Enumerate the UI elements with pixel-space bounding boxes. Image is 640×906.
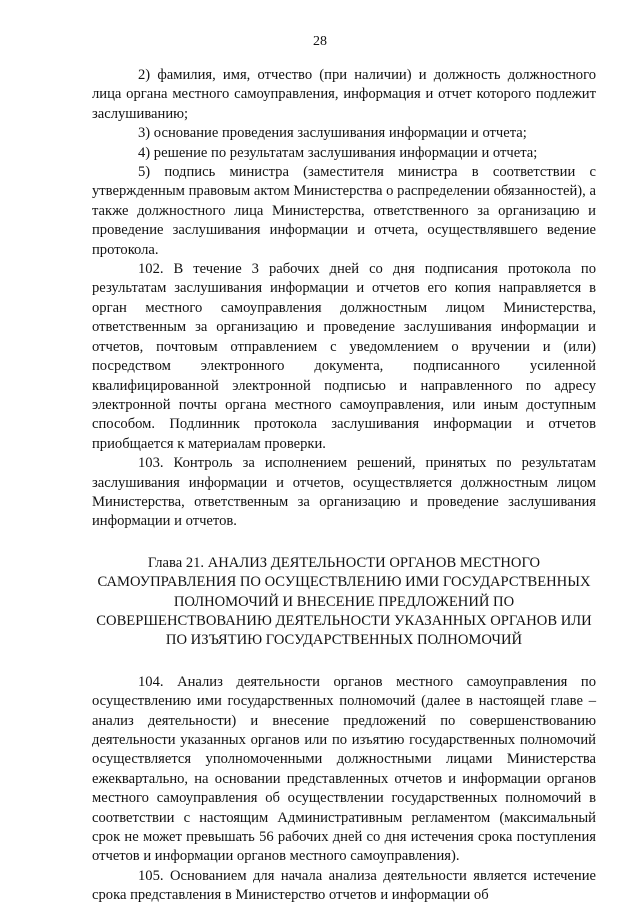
paragraph-104: 104. Анализ деятельности органов местного самоуправления по осуществлению ими государственных полномочий (далее в настоящей главе – анализ деятельности) и внесение предложений по совершенствованию деятельности указанных органов или по изъятию государственных полномочий осуществляется уполномоченными должностными лицами Министерства ежеквартально, на основании представленных отчетов и информации органов местного самоуправления об осуществлении государственных полномочий в соответствии с настоящим Административным регламентом (максимальный срок не может превышать 56 рабочих дней со дня истечения срока поступления отчетов и информации органов местного самоуправления). [92,673,596,865]
list-item-decision: 4) решение по результатам заслушивания информации и отчета; [138,144,538,161]
list-item-surname: 2) фамилия, имя, отчество (при наличии) и должность должностного лица органа местного самоуправления, информация и отчет которого подлежит заслушиванию; [92,67,596,122]
list-item-grounds: 3) основание проведения заслушивания информации и отчета; [138,125,527,142]
paragraph-102: 102. В течение 3 рабочих дней со дня подписания протокола по результатам заслушивания информации и отчетов его копия направляется в орган местного самоуправления должностным лицом Министерства, ответственным за организацию и проведение заслушивания информации и отчетов, почтовым отправлением с уведомлением о вручении и (или) посредством электронного документа, подписанного усиленной квалифицированной электронной подписью и направленного по адресу электронной почты органа местного самоуправления, или иным доступным способом. Подлинник протокола заслушивания информации и отчетов приобщается к материалам проверки. [92,261,596,452]
list-item-signature: 5) подпись министра (заместителя министра в соответствии с утвержденным правовым актом Министерства о распределении обязанностей), а также должностного лица Министерства, ответственного за организацию и проведение заслушивания информации и отчета, осуществлявшего ведение протокола. [92,164,596,258]
paragraph-103: 103. Контроль за исполнением решений, принятых по результатам заслушивания информации и отчетов, осуществляется должностным лицом Министерства, ответственным за организацию и проведение заслушивания информации и отчетов. [92,455,596,530]
page-number: 28 [313,34,327,49]
paragraph-105: 105. Основанием для начала анализа деятельности является истечение срока представления в Министерство отчетов и информации об [92,867,596,904]
page-body [92,66,596,906]
chapter-heading: Глава 21. АНАЛИЗ ДЕЯТЕЛЬНОСТИ ОРГАНОВ МЕСТНОГО САМОУПРАВЛЕНИЯ ПО ОСУЩЕСТВЛЕНИЮ ИМИ ГОСУДАРСТВЕННЫХ ПОЛНОМОЧИЙ И ВНЕСЕНИЕ ПРЕДЛОЖЕНИЙ ПО СОВЕРШЕНСТВОВАНИЮ ДЕЯТЕЛЬНОСТИ УКАЗАННЫХ ОРГАНОВ ИЛИ ПО ИЗЪЯТИЮ ГОСУДАРСТВЕННЫХ ПОЛНОМОЧИЙ [96,554,592,649]
